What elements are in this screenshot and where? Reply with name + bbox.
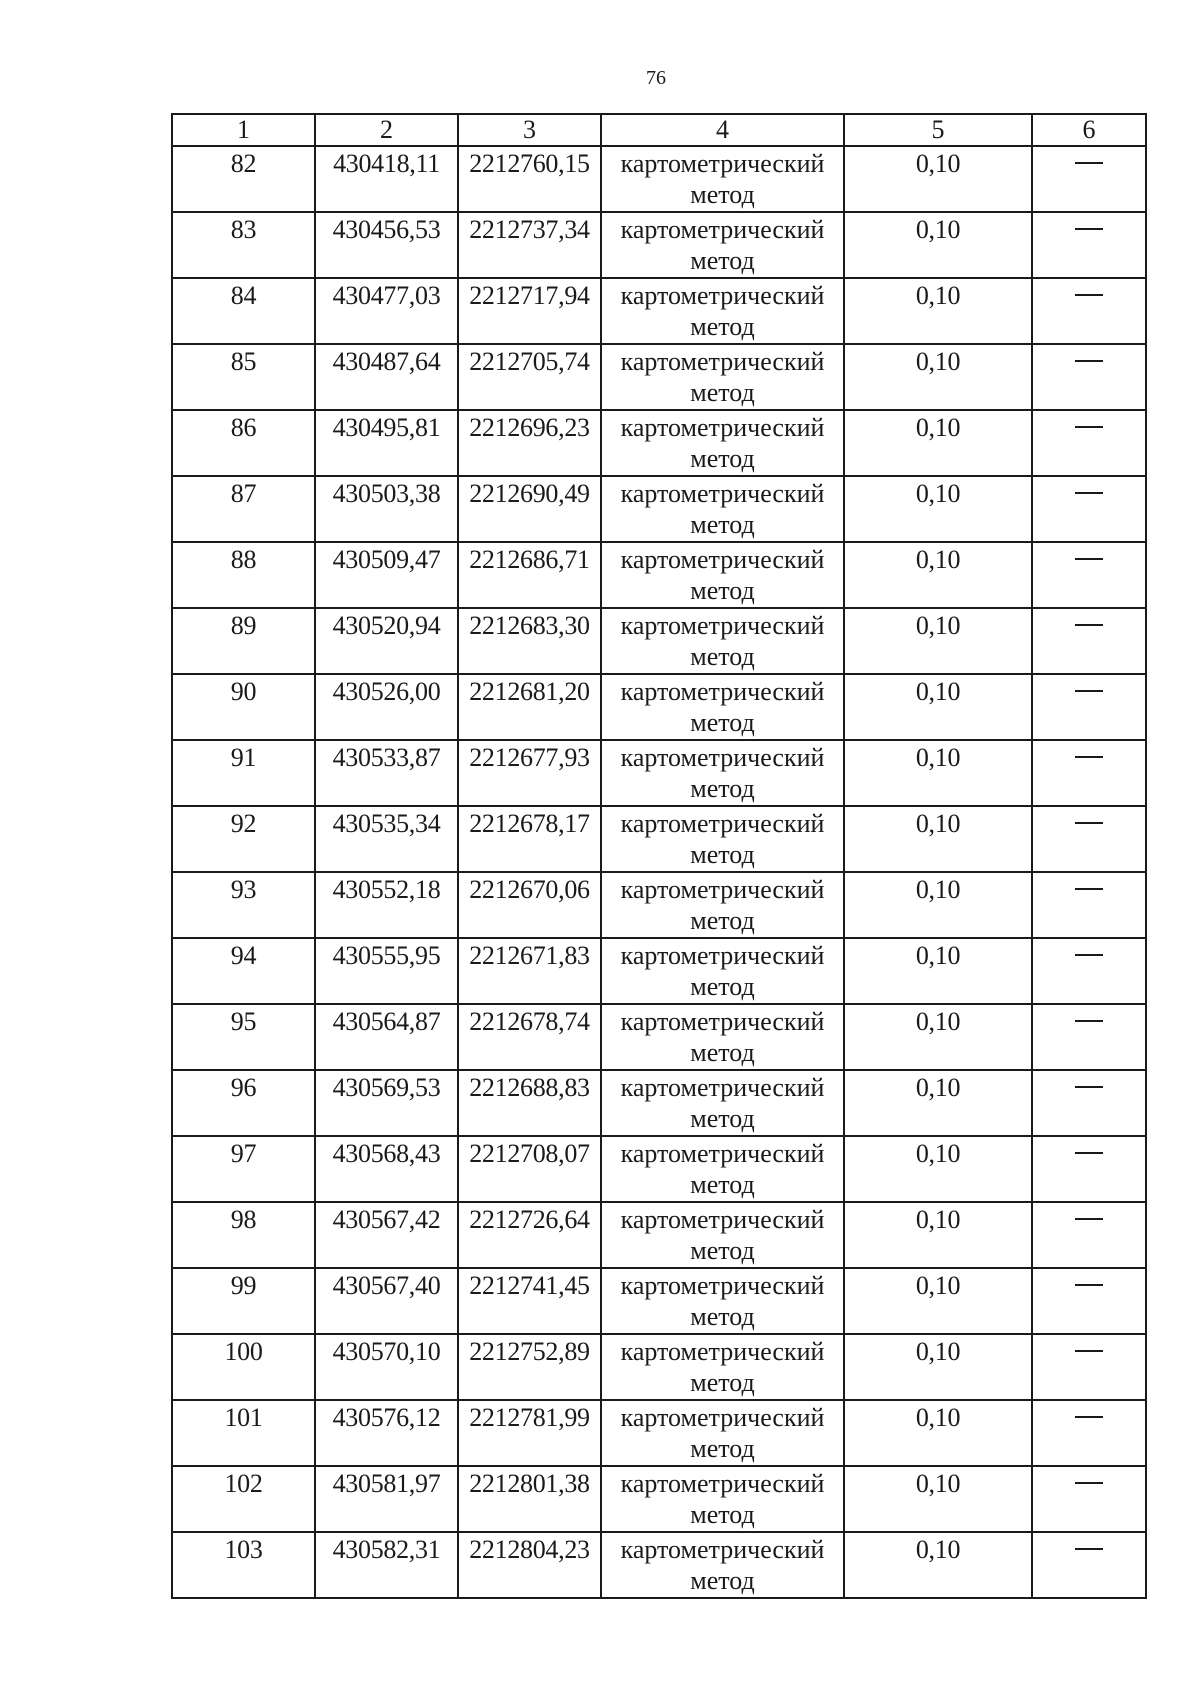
note-cell (1032, 806, 1146, 872)
dash-mark (1075, 1416, 1103, 1418)
x-coordinate-cell: 430509,47 (315, 542, 458, 608)
point-number-cell: 98 (172, 1202, 315, 1268)
method-cell: картометрический метод (601, 938, 844, 1004)
point-number-cell: 103 (172, 1532, 315, 1598)
table-row (172, 1268, 1146, 1334)
y-coordinate-cell: 2212708,07 (458, 1136, 601, 1202)
dash-mark (1075, 624, 1103, 626)
method-cell: картометрический метод (601, 1004, 844, 1070)
point-number-cell: 94 (172, 938, 315, 1004)
x-coordinate-cell: 430576,12 (315, 1400, 458, 1466)
table-header (172, 114, 1146, 146)
y-coordinate-cell: 2212741,45 (458, 1268, 601, 1334)
dash-mark (1075, 822, 1103, 824)
point-number-cell: 96 (172, 1070, 315, 1136)
x-coordinate-cell: 430552,18 (315, 872, 458, 938)
precision-cell: 0,10 (844, 1532, 1032, 1598)
method-cell: картометрический метод (601, 1268, 844, 1334)
note-cell (1032, 1004, 1146, 1070)
point-number-cell: 89 (172, 608, 315, 674)
note-cell (1032, 212, 1146, 278)
dash-mark (1075, 294, 1103, 296)
table-row (172, 1136, 1146, 1202)
method-cell: картометрический метод (601, 278, 844, 344)
point-number-cell: 100 (172, 1334, 315, 1400)
y-coordinate-cell: 2212804,23 (458, 1532, 601, 1598)
y-coordinate-cell: 2212752,89 (458, 1334, 601, 1400)
point-number-cell: 85 (172, 344, 315, 410)
precision-cell: 0,10 (844, 476, 1032, 542)
table-row (172, 608, 1146, 674)
method-cell: картометрический метод (601, 1070, 844, 1136)
note-cell (1032, 872, 1146, 938)
y-coordinate-cell: 2212760,15 (458, 146, 601, 212)
method-cell: картометрический метод (601, 1400, 844, 1466)
column-header-6: 6 (1032, 114, 1146, 146)
point-number-cell: 83 (172, 212, 315, 278)
table-row (172, 1334, 1146, 1400)
method-cell: картометрический метод (601, 1532, 844, 1598)
table-row (172, 1004, 1146, 1070)
note-cell (1032, 1334, 1146, 1400)
precision-cell: 0,10 (844, 1004, 1032, 1070)
precision-cell: 0,10 (844, 278, 1032, 344)
table-row (172, 476, 1146, 542)
y-coordinate-cell: 2212737,34 (458, 212, 601, 278)
note-cell (1032, 1532, 1146, 1598)
precision-cell: 0,10 (844, 1334, 1032, 1400)
x-coordinate-cell: 430567,42 (315, 1202, 458, 1268)
table-row (172, 146, 1146, 212)
point-number-cell: 93 (172, 872, 315, 938)
point-number-cell: 82 (172, 146, 315, 212)
dash-mark (1075, 228, 1103, 230)
x-coordinate-cell: 430526,00 (315, 674, 458, 740)
y-coordinate-cell: 2212681,20 (458, 674, 601, 740)
y-coordinate-cell: 2212670,06 (458, 872, 601, 938)
dash-mark (1075, 888, 1103, 890)
precision-cell: 0,10 (844, 1400, 1032, 1466)
point-number-cell: 102 (172, 1466, 315, 1532)
method-cell: картометрический метод (601, 1202, 844, 1268)
y-coordinate-cell: 2212717,94 (458, 278, 601, 344)
dash-mark (1075, 360, 1103, 362)
note-cell (1032, 1400, 1146, 1466)
x-coordinate-cell: 430533,87 (315, 740, 458, 806)
note-cell (1032, 938, 1146, 1004)
x-coordinate-cell: 430564,87 (315, 1004, 458, 1070)
table-row (172, 212, 1146, 278)
method-cell: картометрический метод (601, 212, 844, 278)
column-header-1: 1 (172, 114, 315, 146)
table-row (172, 938, 1146, 1004)
note-cell (1032, 542, 1146, 608)
y-coordinate-cell: 2212696,23 (458, 410, 601, 476)
point-number-cell: 91 (172, 740, 315, 806)
table-row (172, 674, 1146, 740)
point-number-cell: 101 (172, 1400, 315, 1466)
y-coordinate-cell: 2212686,71 (458, 542, 601, 608)
precision-cell: 0,10 (844, 410, 1032, 476)
table-row (172, 1466, 1146, 1532)
note-cell (1032, 146, 1146, 212)
precision-cell: 0,10 (844, 146, 1032, 212)
coordinates-table (171, 113, 1147, 1599)
table-row (172, 806, 1146, 872)
note-cell (1032, 1466, 1146, 1532)
x-coordinate-cell: 430520,94 (315, 608, 458, 674)
point-number-cell: 84 (172, 278, 315, 344)
x-coordinate-cell: 430477,03 (315, 278, 458, 344)
point-number-cell: 88 (172, 542, 315, 608)
precision-cell: 0,10 (844, 1136, 1032, 1202)
column-header-3: 3 (458, 114, 601, 146)
precision-cell: 0,10 (844, 740, 1032, 806)
dash-mark (1075, 558, 1103, 560)
table-row (172, 1400, 1146, 1466)
note-cell (1032, 608, 1146, 674)
dash-mark (1075, 1218, 1103, 1220)
x-coordinate-cell: 430418,11 (315, 146, 458, 212)
x-coordinate-cell: 430581,97 (315, 1466, 458, 1532)
method-cell: картометрический метод (601, 476, 844, 542)
table-row (172, 740, 1146, 806)
x-coordinate-cell: 430569,53 (315, 1070, 458, 1136)
precision-cell: 0,10 (844, 674, 1032, 740)
precision-cell: 0,10 (844, 806, 1032, 872)
table-row (172, 1532, 1146, 1598)
precision-cell: 0,10 (844, 1466, 1032, 1532)
dash-mark (1075, 426, 1103, 428)
y-coordinate-cell: 2212677,93 (458, 740, 601, 806)
method-cell: картометрический метод (601, 1466, 844, 1532)
note-cell (1032, 674, 1146, 740)
table-row (172, 278, 1146, 344)
y-coordinate-cell: 2212678,74 (458, 1004, 601, 1070)
dash-mark (1075, 690, 1103, 692)
dash-mark (1075, 1086, 1103, 1088)
note-cell (1032, 1070, 1146, 1136)
x-coordinate-cell: 430495,81 (315, 410, 458, 476)
point-number-cell: 99 (172, 1268, 315, 1334)
dash-mark (1075, 492, 1103, 494)
precision-cell: 0,10 (844, 1070, 1032, 1136)
point-number-cell: 90 (172, 674, 315, 740)
note-cell (1032, 476, 1146, 542)
dash-mark (1075, 1548, 1103, 1550)
precision-cell: 0,10 (844, 1268, 1032, 1334)
point-number-cell: 92 (172, 806, 315, 872)
y-coordinate-cell: 2212690,49 (458, 476, 601, 542)
table-body (172, 146, 1146, 1598)
method-cell: картометрический метод (601, 1334, 844, 1400)
x-coordinate-cell: 430568,43 (315, 1136, 458, 1202)
table-row (172, 1070, 1146, 1136)
column-header-2: 2 (315, 114, 458, 146)
precision-cell: 0,10 (844, 938, 1032, 1004)
precision-cell: 0,10 (844, 542, 1032, 608)
precision-cell: 0,10 (844, 212, 1032, 278)
table-row (172, 1202, 1146, 1268)
y-coordinate-cell: 2212705,74 (458, 344, 601, 410)
header-row (172, 114, 1146, 146)
y-coordinate-cell: 2212688,83 (458, 1070, 601, 1136)
table-row (172, 344, 1146, 410)
dash-mark (1075, 1482, 1103, 1484)
precision-cell: 0,10 (844, 344, 1032, 410)
point-number-cell: 86 (172, 410, 315, 476)
dash-mark (1075, 1284, 1103, 1286)
method-cell: картометрический метод (601, 674, 844, 740)
dash-mark (1075, 1350, 1103, 1352)
dash-mark (1075, 1152, 1103, 1154)
dash-mark (1075, 756, 1103, 758)
x-coordinate-cell: 430487,64 (315, 344, 458, 410)
method-cell: картометрический метод (601, 344, 844, 410)
point-number-cell: 95 (172, 1004, 315, 1070)
x-coordinate-cell: 430456,53 (315, 212, 458, 278)
note-cell (1032, 410, 1146, 476)
point-number-cell: 87 (172, 476, 315, 542)
point-number-cell: 97 (172, 1136, 315, 1202)
y-coordinate-cell: 2212726,64 (458, 1202, 601, 1268)
dash-mark (1075, 954, 1103, 956)
column-header-5: 5 (844, 114, 1032, 146)
table-row (172, 410, 1146, 476)
x-coordinate-cell: 430535,34 (315, 806, 458, 872)
dash-mark (1075, 1020, 1103, 1022)
method-cell: картометрический метод (601, 1136, 844, 1202)
method-cell: картометрический метод (601, 146, 844, 212)
precision-cell: 0,10 (844, 872, 1032, 938)
method-cell: картометрический метод (601, 410, 844, 476)
x-coordinate-cell: 430582,31 (315, 1532, 458, 1598)
y-coordinate-cell: 2212678,17 (458, 806, 601, 872)
y-coordinate-cell: 2212683,30 (458, 608, 601, 674)
table-row (172, 872, 1146, 938)
note-cell (1032, 740, 1146, 806)
x-coordinate-cell: 430555,95 (315, 938, 458, 1004)
method-cell: картометрический метод (601, 806, 844, 872)
method-cell: картометрический метод (601, 872, 844, 938)
column-header-4: 4 (601, 114, 844, 146)
dash-mark (1075, 162, 1103, 164)
x-coordinate-cell: 430567,40 (315, 1268, 458, 1334)
y-coordinate-cell: 2212671,83 (458, 938, 601, 1004)
precision-cell: 0,10 (844, 1202, 1032, 1268)
x-coordinate-cell: 430503,38 (315, 476, 458, 542)
x-coordinate-cell: 430570,10 (315, 1334, 458, 1400)
method-cell: картометрический метод (601, 740, 844, 806)
method-cell: картометрический метод (601, 542, 844, 608)
note-cell (1032, 278, 1146, 344)
note-cell (1032, 344, 1146, 410)
note-cell (1032, 1202, 1146, 1268)
note-cell (1032, 1136, 1146, 1202)
y-coordinate-cell: 2212781,99 (458, 1400, 601, 1466)
page-number: 76 (646, 67, 666, 89)
note-cell (1032, 1268, 1146, 1334)
precision-cell: 0,10 (844, 608, 1032, 674)
table-row (172, 542, 1146, 608)
y-coordinate-cell: 2212801,38 (458, 1466, 601, 1532)
method-cell: картометрический метод (601, 608, 844, 674)
